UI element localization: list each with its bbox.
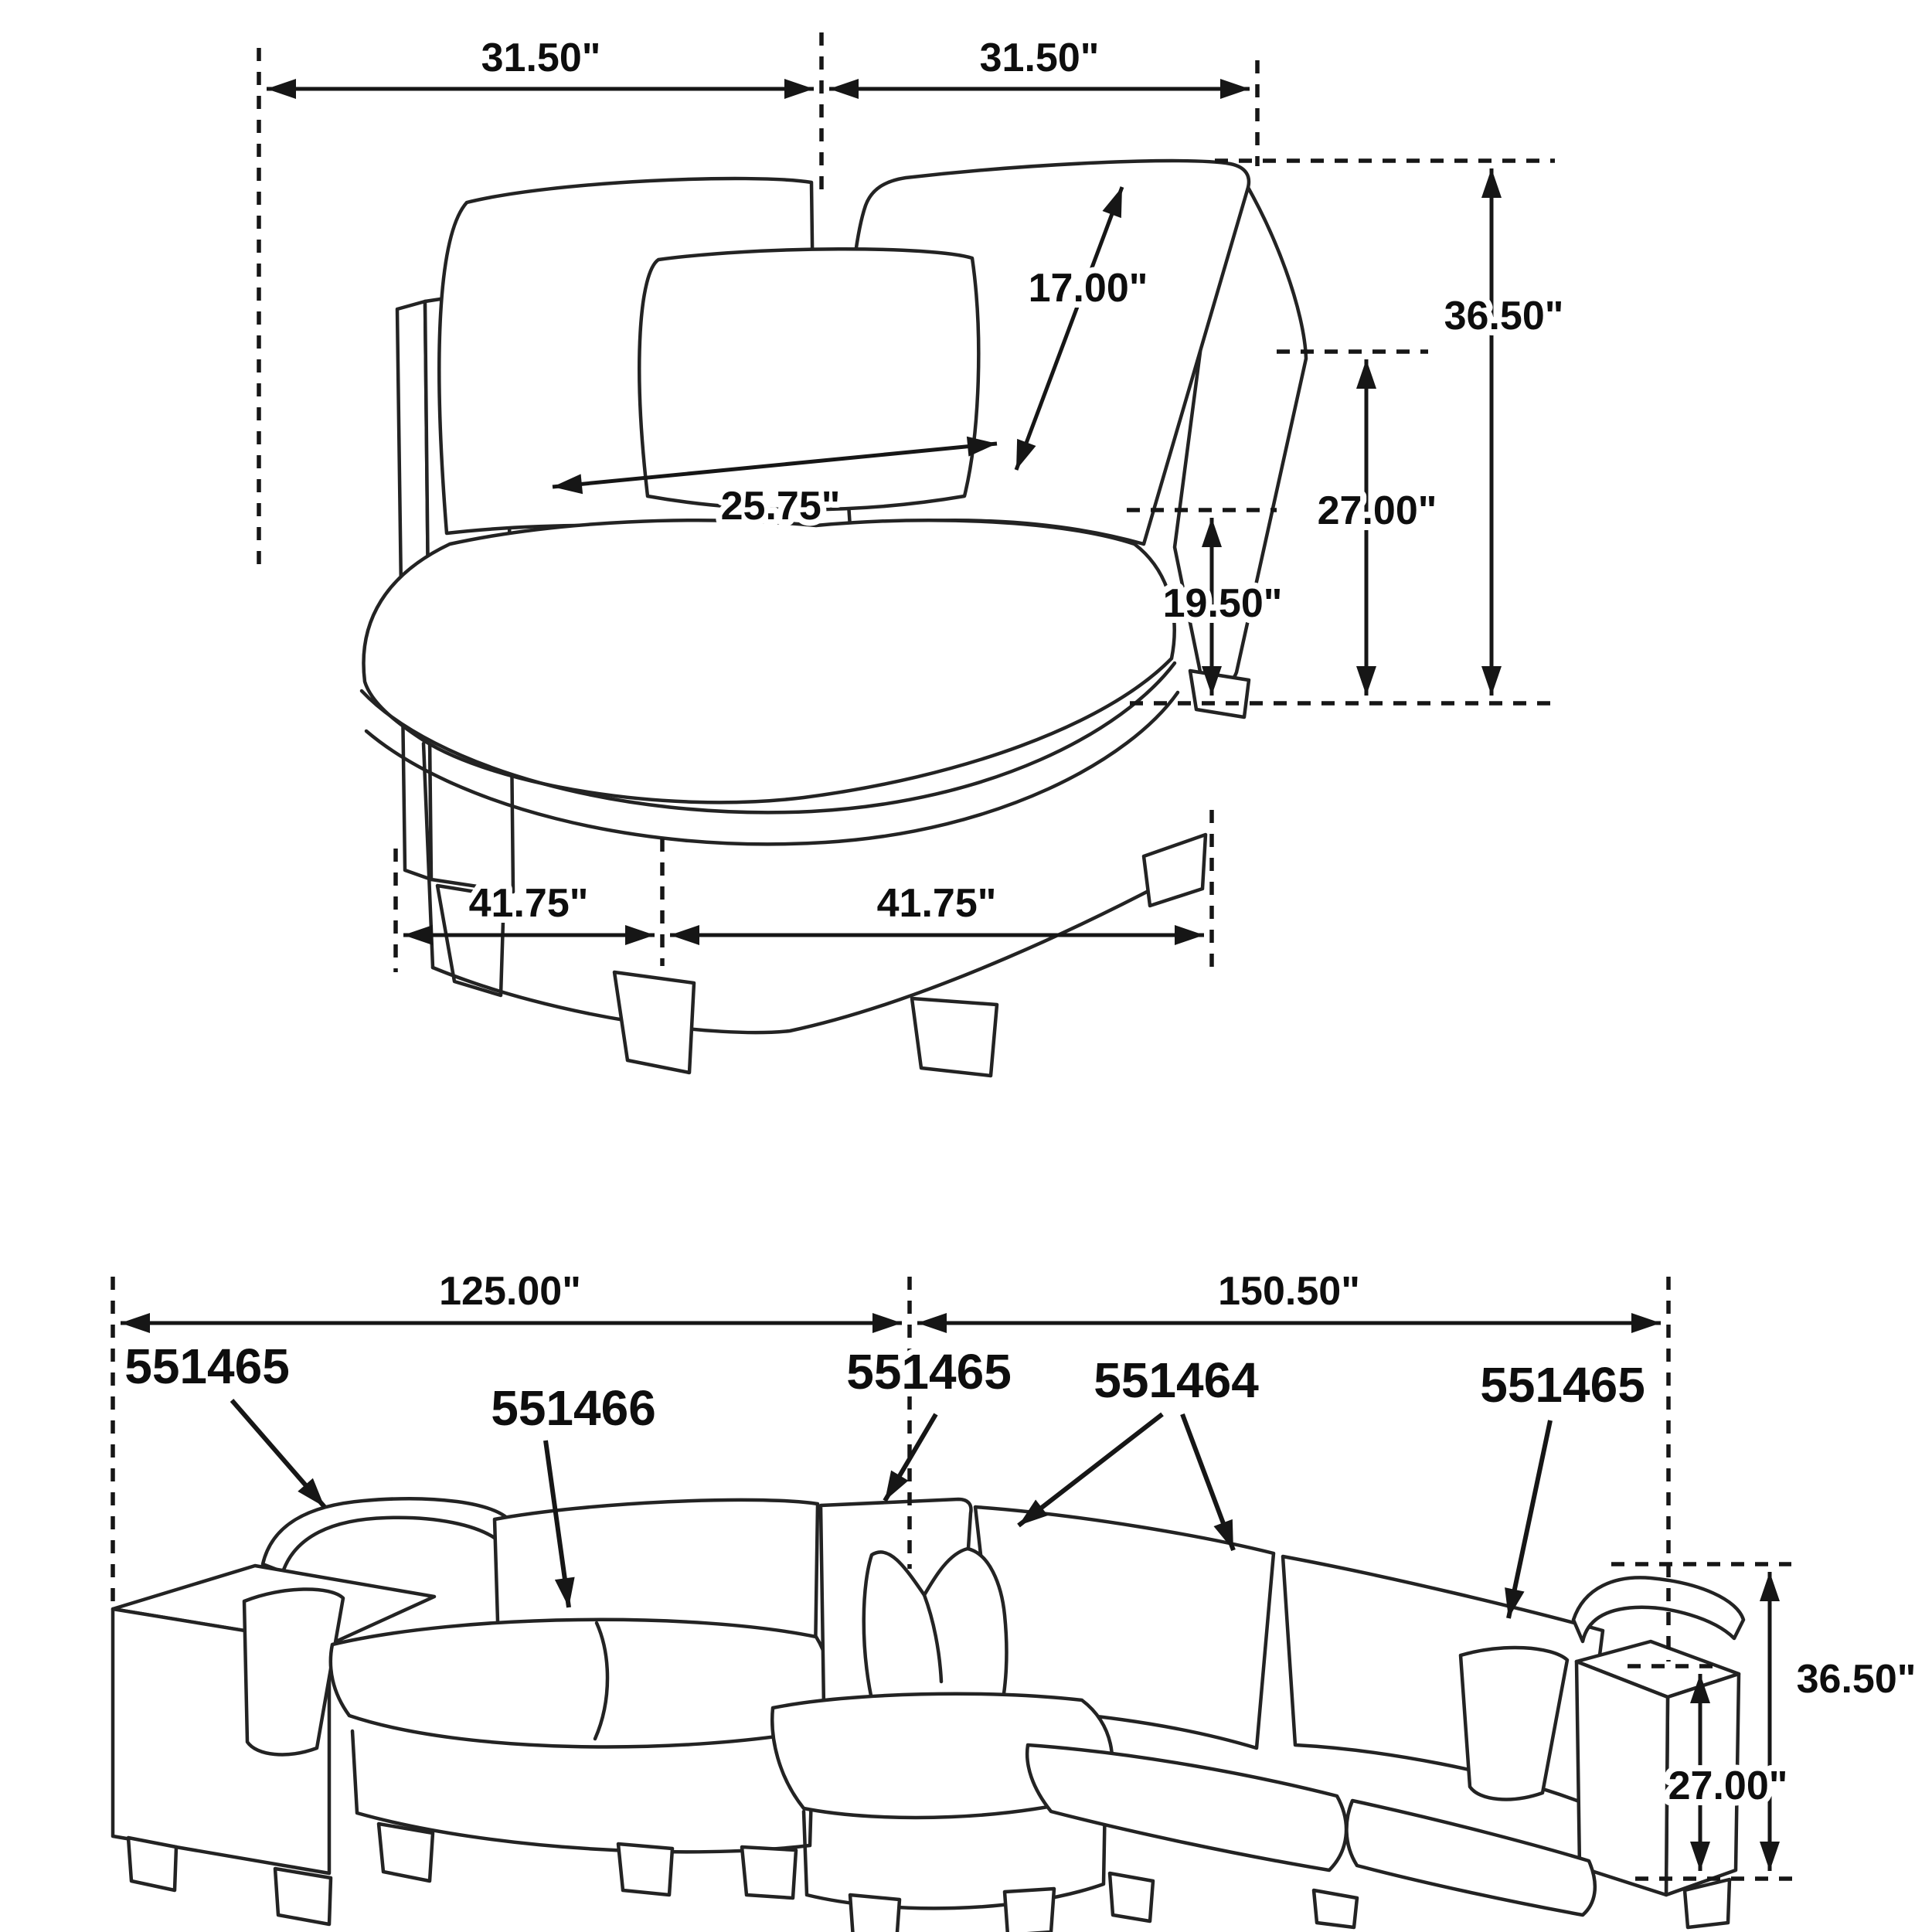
- left-run-seats: [331, 1620, 830, 1747]
- foot: [1314, 1890, 1357, 1927]
- dim-label-seat-depth: 25.75": [720, 484, 841, 529]
- sku-callout-label: 551465: [1480, 1357, 1645, 1413]
- seat-cushion: [363, 520, 1174, 802]
- sku-callout-label: 551465: [124, 1338, 290, 1394]
- foot: [128, 1838, 176, 1890]
- dim-label-width-right: 150.50": [1218, 1269, 1360, 1314]
- throw-pillow: [639, 249, 978, 509]
- left-back-rim: [263, 1498, 510, 1572]
- foot: [379, 1824, 433, 1881]
- foot: [742, 1847, 796, 1898]
- sectional-drawing: [113, 1498, 1743, 1932]
- sku-leader-arrow: [1019, 1414, 1162, 1526]
- front-left-foot: [614, 972, 694, 1073]
- dim-label-width-left: 125.00": [439, 1269, 581, 1314]
- foot: [618, 1844, 672, 1895]
- dim-label-back-cushion: 17.00": [1028, 266, 1148, 311]
- sku-leader-arrow: [1182, 1414, 1233, 1550]
- right-run-seat-1: [1027, 1745, 1346, 1870]
- sku-callout-label: 551466: [491, 1380, 656, 1436]
- dim-label-overall-height: 36.50": [1444, 294, 1564, 338]
- right-arm-foot: [1190, 671, 1249, 717]
- sku-callout-label: 551464: [1094, 1352, 1259, 1408]
- sku-leader-arrow: [232, 1400, 325, 1507]
- dim-label-seat-height: 19.50": [1162, 581, 1283, 626]
- dim-label-depth-left: 41.75": [468, 881, 589, 926]
- dim-label-depth-right: 41.75": [876, 881, 997, 926]
- dim-label-arm-height: 27.00": [1668, 1764, 1788, 1808]
- dim-label-width-top-right: 31.50": [979, 36, 1100, 80]
- foot: [850, 1895, 900, 1932]
- dim-label-arm-height: 27.00": [1317, 488, 1437, 533]
- front-right-foot: [1144, 835, 1206, 906]
- front-center-foot: [912, 998, 997, 1076]
- foot: [1110, 1873, 1153, 1921]
- sku-callout-label: 551465: [846, 1344, 1012, 1400]
- foot: [1005, 1889, 1054, 1932]
- dim-label-overall-height: 36.50": [1796, 1657, 1917, 1702]
- sku-leader-arrow: [1509, 1420, 1550, 1618]
- right-run-seat-2: [1346, 1801, 1594, 1915]
- dim-label-width-top-left: 31.50": [481, 36, 601, 80]
- foot: [275, 1869, 331, 1924]
